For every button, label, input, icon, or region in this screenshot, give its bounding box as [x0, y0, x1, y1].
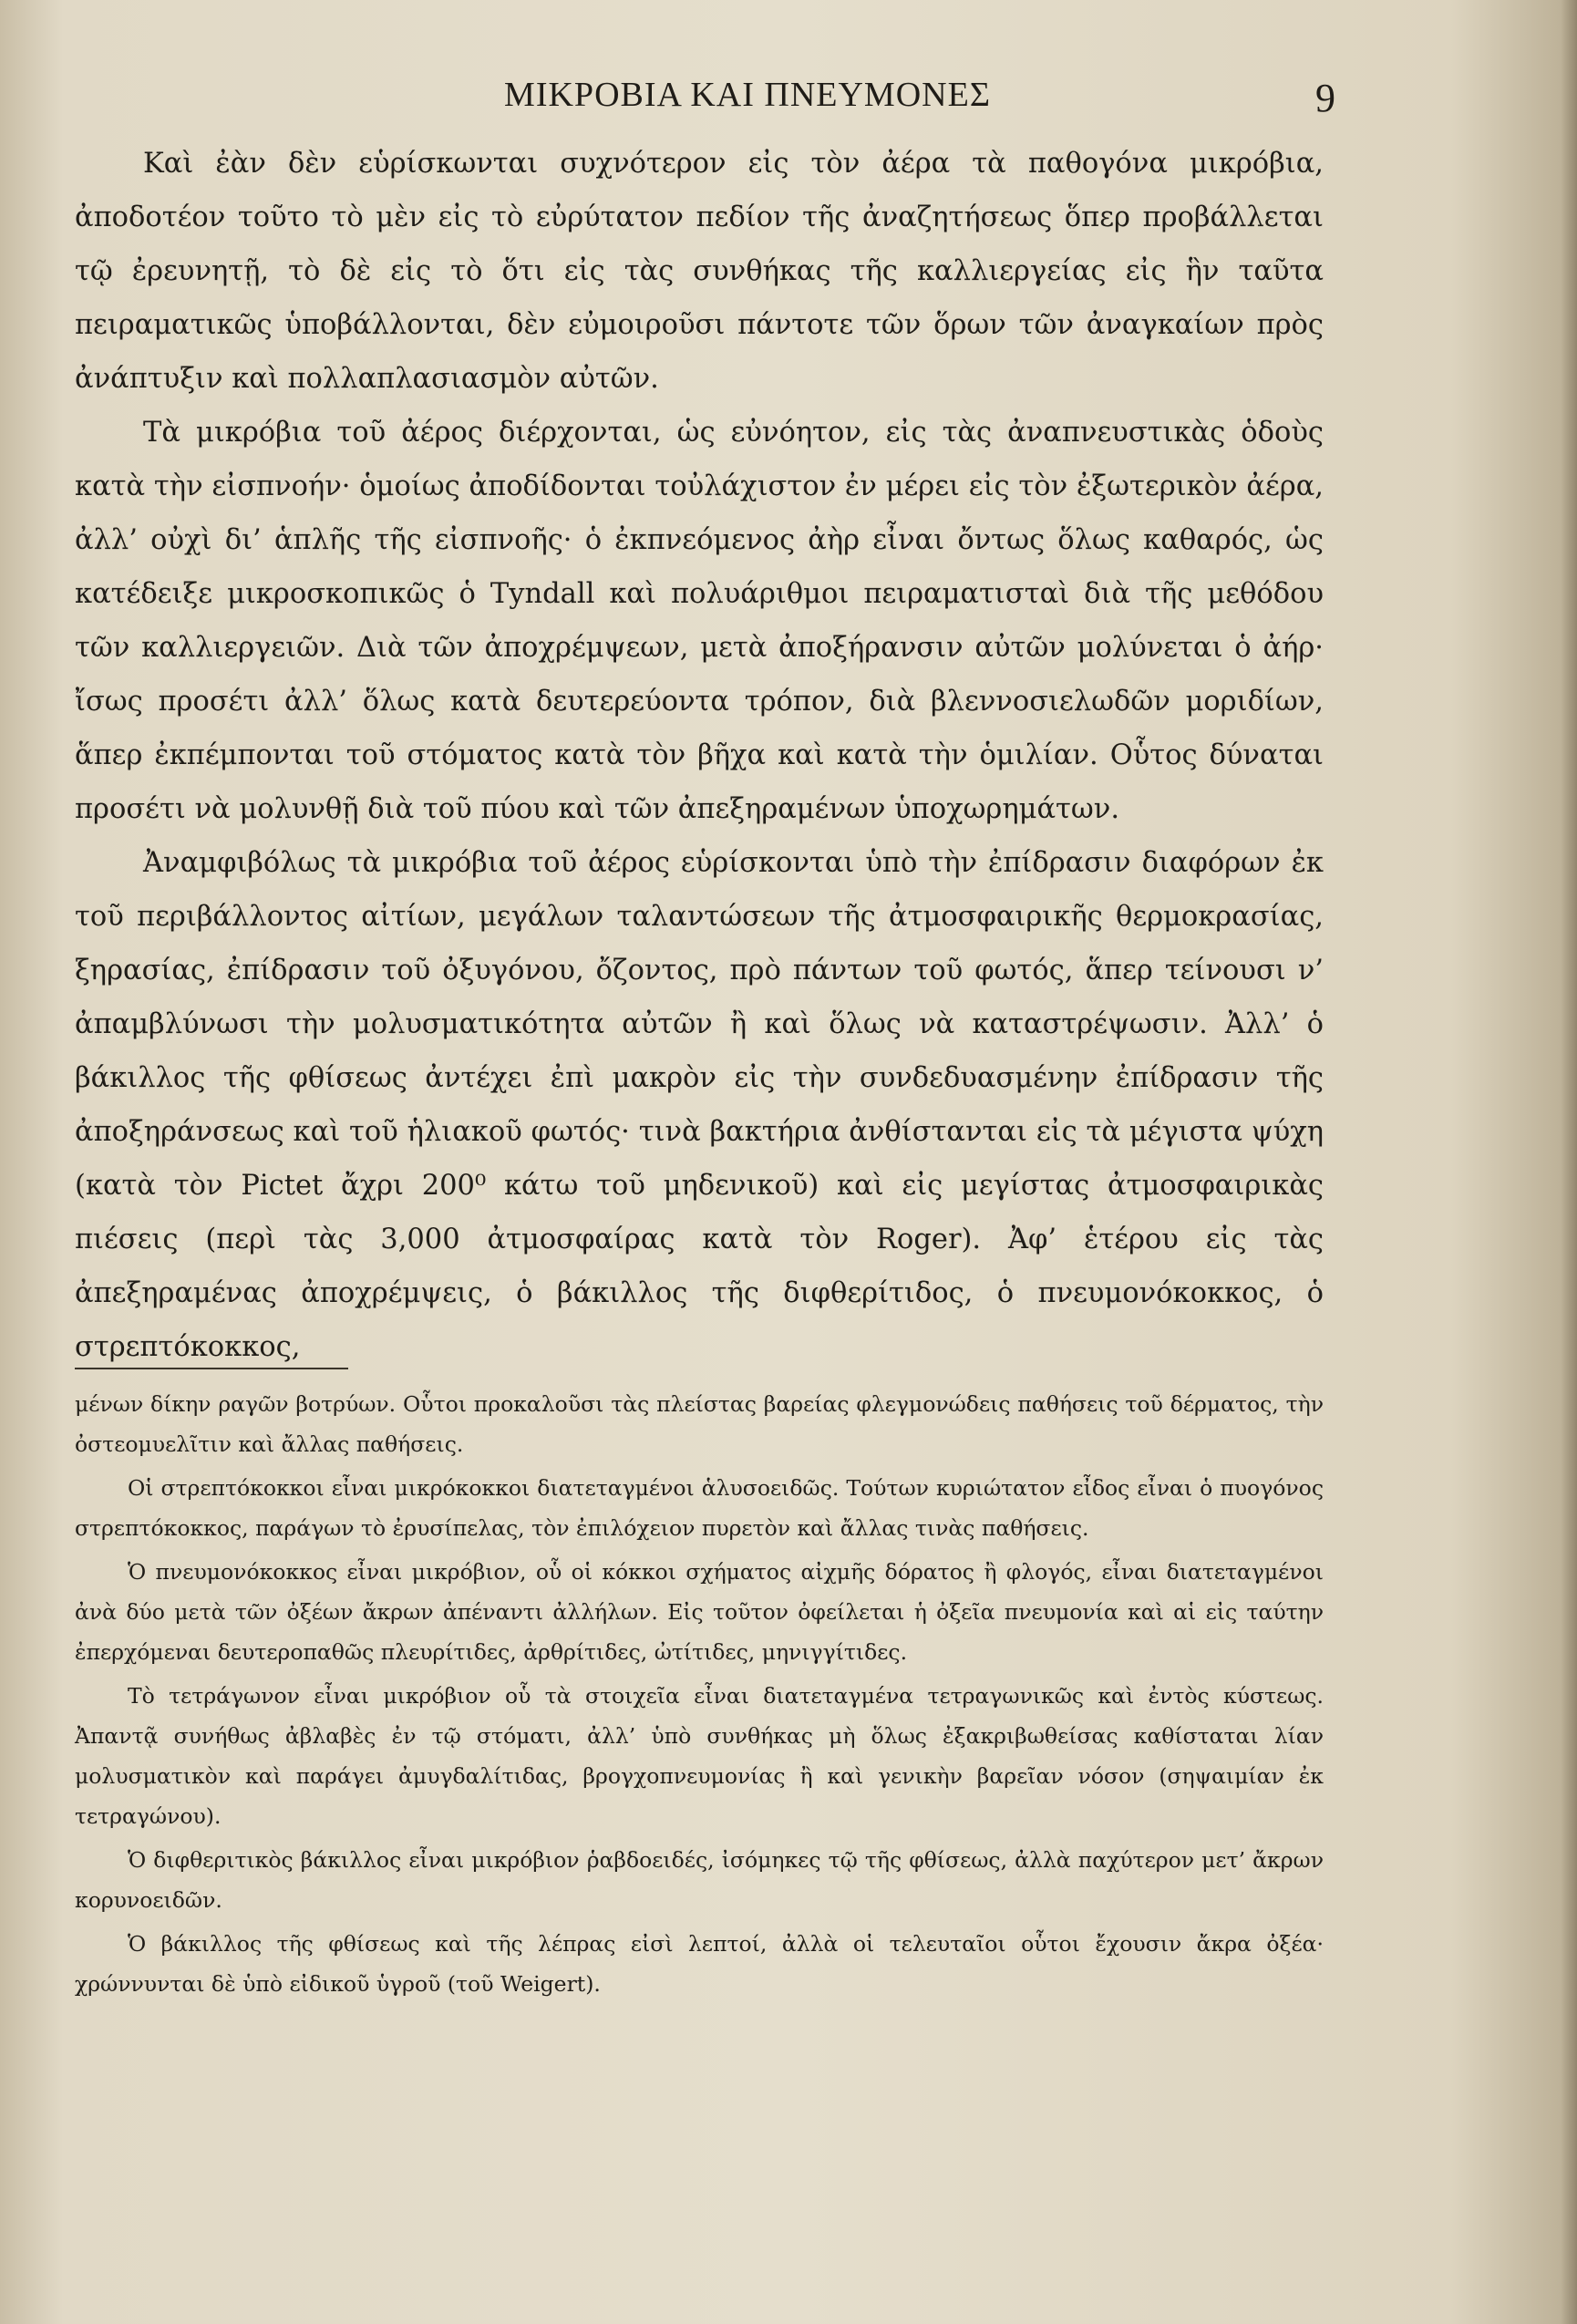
running-title: ΜΙΚΡΟΒΙΑ ΚΑΙ ΠΝΕΥΜΟΝΕΣ	[504, 76, 991, 114]
footnotes	[75, 1384, 1324, 2008]
page-edge-shadow	[1561, 0, 1577, 2324]
footnote: Τὸ τετράγωνον εἶναι μικρόβιον οὗ τὰ στοιχεῖα εἶναι διατεταγμένα τετραγωνικῶς καὶ ἐντὸς κύστεως. Ἀπαντᾷ συνήθως ἀβλαβὲς ἐν τῷ στόματι, ἀλλ’ ὑπὸ συνθήκας μὴ ὅλως ἐξακριβωθείσας καθίσταται λίαν μολυσματικὸν καὶ παράγει ἀμυγδαλίτιδας, βρογχοπνευμονίας ἢ καὶ γενικὴν βαρεῖαν νόσον (σηψαιμίαν ἐκ τετραγώνου).	[75, 1683, 1324, 1829]
paragraph: Καὶ ἐὰν δὲν εὑρίσκωνται συχνότερον εἰς τὸν ἀέρα τὰ παθογόνα μικρόβια, ἀποδοτέον τοῦτο τὸ μὲν εἰς τὸ εὐρύτατον πεδίον τῆς ἀναζητήσεως ὅπερ προβάλλεται τῷ ἐρευνητῇ, τὸ δὲ εἰς τὸ ὅτι εἰς τὰς συνθήκας τῆς καλλιεργείας εἰς ἣν ταῦτα πειραματικῶς ὑποβάλλονται, δὲν εὐμοιροῦσι πάντοτε τῶν ὅρων τῶν ἀναγκαίων πρὸς ἀνάπτυξιν καὶ πολλαπλασιασμὸν αὐτῶν.	[75, 148, 1324, 395]
main-text	[75, 137, 1324, 1374]
page-header	[160, 75, 1335, 129]
footnote: μένων δίκην ραγῶν βοτρύων. Οὗτοι προκαλοῦσι τὰς πλείστας βαρείας φλεγμονώδεις παθήσεις τοῦ δέρματος, τὴν ὀστεομυελῖτιν καὶ ἄλλας παθήσεις.	[75, 1391, 1324, 1457]
footnote: Ὁ διφθεριτικὸς βάκιλλος εἶναι μικρόβιον ῥαβδοειδές, ἰσόμηκες τῷ τῆς φθίσεως, ἀλλὰ παχύτερον μετ’ ἄκρων κορυνοειδῶν.	[75, 1847, 1324, 1913]
paragraph: Ἀναμφιβόλως τὰ μικρόβια τοῦ ἀέρος εὑρίσκονται ὑπὸ τὴν ἐπίδρασιν διαφόρων ἐκ τοῦ περιβάλλοντος αἰτίων, μεγάλων ταλαντώσεων τῆς ἀτμοσφαιρικῆς θερμοκρασίας, ξηρασίας, ἐπίδρασιν τοῦ ὀξυγόνου, ὄζοντος, πρὸ πάντων τοῦ φωτός, ἅπερ τείνουσι ν’ ἀπαμβλύνωσι τὴν μολυσματικότητα αὐτῶν ἢ καὶ ὅλως νὰ καταστρέψωσιν. Ἀλλ’ ὁ βάκιλλος τῆς φθίσεως ἀντέχει ἐπὶ μακρὸν εἰς τὴν συνδεδυασμένην ἐπίδρασιν τῆς ἀποξηράνσεως καὶ τοῦ ἡλιακοῦ φωτός· τινὰ βακτήρια ἀνθίστανται εἰς τὰ μέγιστα ψύχη (κατὰ τὸν Pictet ἄχρι 200⁰ κάτω τοῦ μηδενικοῦ) καὶ εἰς μεγίστας ἀτμοσφαιρικὰς πιέσεις (περὶ τὰς 3,000 ἀτμοσφαίρας κατὰ τὸν Roger). Ἀφ’ ἑτέρου εἰς τὰς ἀπεξηραμένας ἀποχρέμψεις, ὁ βάκιλλος τῆς διφθερίτιδος, ὁ πνευμονόκοκκος, ὁ στρεπτόκοκκος,	[75, 847, 1324, 1363]
footnote: Ὁ πνευμονόκοκκος εἶναι μικρόβιον, οὗ οἱ κόκκοι σχήματος αἰχμῆς δόρατος ἢ φλογός, εἶναι διατεταγμένοι ἀνὰ δύο μετὰ τῶν ὀξέων ἄκρων ἀπέναντι ἀλλήλων. Εἰς τοῦτον ὀφείλεται ἡ ὀξεῖα πνευμονία καὶ αἱ εἰς ταύτην ἐπερχόμεναι δευτεροπαθῶς πλευρίτιδες, ἀρθρίτιδες, ὠτίτιδες, μηνιγγίτιδες.	[75, 1559, 1324, 1665]
footnote: Ὁ βάκιλλος τῆς φθίσεως καὶ τῆς λέπρας εἰσὶ λεπτοί, ἀλλὰ οἱ τελευταῖοι οὗτοι ἔχουσιν ἄκρα ὀξέα· χρώννυνται δὲ ὑπὸ εἰδικοῦ ὑγροῦ (τοῦ Weigert).	[75, 1931, 1324, 1997]
paragraph: Τὰ μικρόβια τοῦ ἀέρος διέρχονται, ὡς εὐνόητον, εἰς τὰς ἀναπνευστικὰς ὁδοὺς κατὰ τὴν εἰσπνοήν· ὁμοίως ἀποδίδονται τοὐλάχιστον ἐν μέρει εἰς τὸν ἐξωτερικὸν ἀέρα, ἀλλ’ οὐχὶ δι’ ἁπλῆς τῆς εἰσπνοῆς· ὁ ἐκπνεόμενος ἀὴρ εἶναι ὄντως ὅλως καθαρός, ὡς κατέδειξε μικροσκοπικῶς ὁ Tyndall καὶ πολυάριθμοι πειραματισταὶ διὰ τῆς μεθόδου τῶν καλλιεργειῶν. Διὰ τῶν ἀποχρέμψεων, μετὰ ἀποξήρανσιν αὐτῶν μολύνεται ὁ ἀήρ· ἴσως προσέτι ἀλλ’ ὅλως κατὰ δευτερεύοντα τρόπον, διὰ βλεννοσιελωδῶν μοριδίων, ἅπερ ἐκπέμπονται τοῦ στόματος κατὰ τὸν βῆχα καὶ κατὰ τὴν ὁμιλίαν. Οὗτος δύναται προσέτι νὰ μολυνθῇ διὰ τοῦ πύου καὶ τῶν ἀπεξηραμένων ὑποχωρημάτων.	[75, 417, 1324, 825]
page-number: 9	[1315, 76, 1335, 120]
footnote-separator	[75, 1368, 348, 1369]
footnote: Οἱ στρεπτόκοκκοι εἶναι μικρόκοκκοι διατεταγμένοι ἁλυσοειδῶς. Τούτων κυριώτατον εἶδος εἶναι ὁ πυογόνος στρεπτόκοκκος, παράγων τὸ ἐρυσίπελας, τὸν ἐπιλόχειον πυρετὸν καὶ ἄλλας τινὰς παθήσεις.	[75, 1475, 1324, 1541]
